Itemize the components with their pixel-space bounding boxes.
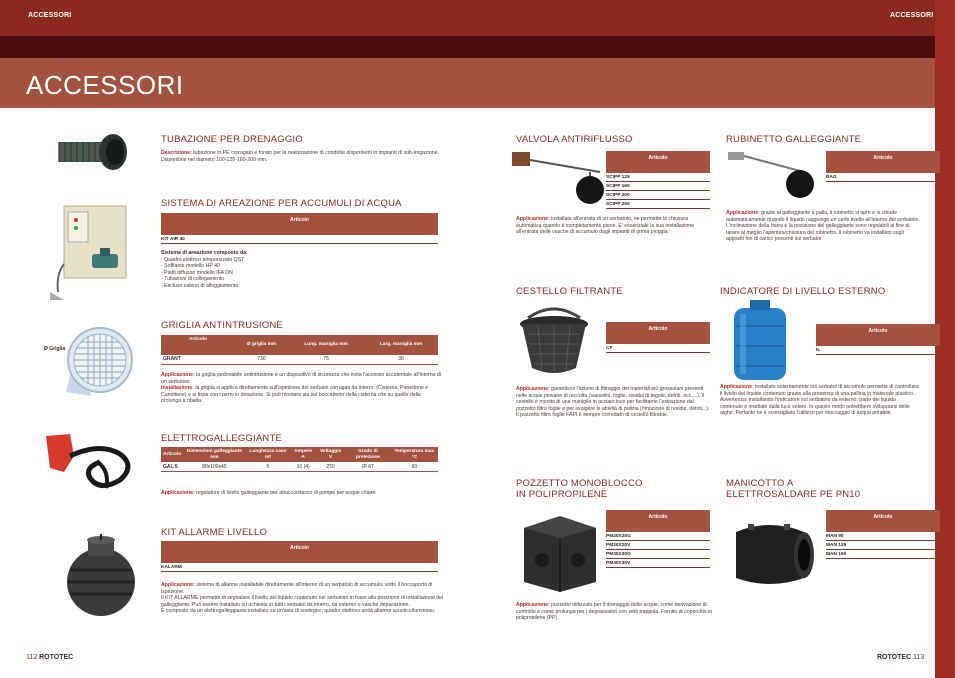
brand-right: ROTOTEC: [877, 654, 912, 661]
header-right-label: ACCESSORI: [890, 12, 934, 19]
elettro-col-header: Lunghezza cavo mt: [246, 447, 291, 462]
griglia-inst-label: Installazione:: [161, 385, 194, 392]
electrofusion-coupler-image: [726, 512, 816, 592]
table-row: [161, 462, 438, 472]
allarme-line: È composto da un elettrogalleggiante installato su un'asta di sostegno; quadro elettrico unità allarme acustico/luminoso.: [161, 608, 436, 615]
cestello-application: [516, 386, 711, 419]
elettro-col-header: Articolo: [161, 447, 183, 462]
elettro-app-label: Applicazione:: [161, 490, 195, 496]
pozzetto-code: PM20X20G: [606, 532, 710, 541]
manicotto-title: [726, 478, 860, 500]
elettro-app-text: regolatore di livello galleggiante per attacco/stacco di pompe per acque chiare.: [194, 490, 377, 496]
manicotto-code: MAN 125: [826, 541, 940, 550]
float-valve-image: [726, 150, 822, 202]
areazione-item: - Soffiante modello HP 40: [161, 263, 220, 270]
elettro-col-header: Dimensioni galleggiante mm: [183, 447, 245, 462]
pozzetto-title-line1: POZZETTO MONOBLOCCO: [516, 478, 643, 489]
allarme-table: [161, 541, 438, 572]
griglia-cell: GRANT: [161, 355, 235, 365]
elettro-cell: GAL 5: [161, 462, 183, 472]
rubinetto-app-label: Applicazione:: [726, 210, 760, 216]
page-number-left: 112: [26, 654, 38, 661]
allarme-code: KALARM: [161, 563, 438, 572]
valvola-code: SCIPP 200: [606, 191, 710, 200]
areazione-item: - Piatti diffusori modello IFA DN: [161, 269, 233, 276]
pozzetto-app-text: pozzetto utilizzato per il drenaggio delle acque, come derivazione di controllo e come prolunga per i degrassatori con setti trappola. Fornito di coperchio in polipropilene (PP).: [516, 602, 713, 622]
indicatore-code: IL: [816, 346, 940, 355]
areazione-composition: [161, 250, 441, 290]
table-row: [161, 355, 438, 365]
griglia-title: GRIGLIA ANTINTRUSIONE: [161, 320, 283, 331]
indicatore-table: [816, 324, 940, 355]
areazione-item: - Quadro elettrico temporizzato QST: [161, 256, 245, 263]
manicotto-title-line2: ELETTROSALDARE PE PN10: [726, 489, 861, 500]
footer-right: [877, 654, 924, 661]
header-left-label: ACCESSORI: [28, 12, 72, 19]
alarm-kit-image: [62, 534, 140, 620]
griglia-cell: 30: [364, 355, 438, 365]
allarme-app-label: Applicazione:: [161, 582, 195, 588]
allarme-table-header: Articolo: [161, 541, 438, 563]
valvola-table-header: Articolo: [606, 151, 710, 173]
griglia-inst-text: la griglia si applica direttamente sull'ispezione dei serbatoi corrugati da interro, (Cisterna, Panettone e Canottiere) e si fissa con i perni in dotazione. Si può montare sia sul boccaporto della cisterna che su quello della prolunga a ribalta.: [161, 385, 429, 405]
rubinetto-app-text: grazie al galleggiante a palla, il rubinetto si apre e si chiude automaticamente quando il liquido raggiunge un certo livello all'interno del serbatoio. L'inclinazione della barra e la posizione del galleggiante sono regolabili al fine di tarare al meglio l'apertura/chiusura del rubinetto. Il rubinetto va installato sugli appositi fori di carico presenti sui serbatoi.: [726, 210, 920, 243]
top-bar: [0, 0, 935, 36]
valvola-app-label: Applicazione:: [516, 216, 550, 222]
rubinetto-code: RAG: [826, 173, 940, 182]
tubazione-title: TUBAZIONE PER DRENAGGIO: [161, 134, 303, 145]
tubazione-desc-text: tubazione in PE corrugato e forato per la realizzazione di condotte disperdenti in impianti di sub-irrigazione. Disponibile nei diametri 100-125-160-200 mm.: [161, 150, 439, 163]
dark-band: [0, 36, 935, 58]
indicatore-warning: Avvertenza: installando l'indicatore sul serbatoio da esterno, parte del liquido contenuto è irradiato dalla luce solare. In questo modo potrebbero svilupparsi delle alghe. Pertanto ne è sconsigliato l'utilizzo per stoccaggio di acqua potabile.: [720, 397, 910, 417]
allarme-line: Il KIT ALLARME permette di segnalare il livello del liquido contenuto nel serbatoio in base alla posizione di installazione del galleggiante. Può essere installato su richiesta in tutti i serbatoi da interro, da esterno o vasche depurazione.: [161, 595, 444, 608]
areazione-item: - Escluso cabina di alloggiamento: [161, 282, 239, 289]
allarme-application: [161, 582, 446, 615]
griglia-application: [161, 372, 441, 405]
drain-box-image: [520, 512, 600, 594]
tubazione-description: [161, 150, 441, 163]
valvola-application: [516, 216, 711, 236]
griglia-app-label: Applicazione:: [161, 372, 195, 378]
griglia-col-header: Lung. maniglia mm: [288, 335, 364, 355]
griglia-app-text: la griglia pedonabile antintrusione è un dispositivo di sicurezza che evita l'accesso accidentale all'interno di un serbatoio.: [161, 372, 441, 385]
pozzetto-table: [606, 510, 710, 568]
elettro-col-header: Grado di protezione: [345, 447, 391, 462]
pozzetto-table-header: Articolo: [606, 510, 710, 532]
elettro-cell: 10 (4): [290, 462, 316, 472]
cestello-code: CF: [606, 344, 710, 353]
elettro-cell: 5: [246, 462, 291, 472]
pozzetto-application: [516, 602, 716, 622]
drainage-pipe-image: [55, 130, 135, 172]
valvola-table: [606, 151, 710, 209]
pozzetto-title: [516, 478, 643, 500]
cestello-table: [606, 322, 710, 353]
rubinetto-table: [826, 151, 940, 182]
indicatore-table-header: Articolo: [816, 324, 940, 346]
griglia-cell: 730: [235, 355, 288, 365]
valvola-app-text: installata all'entrata di un serbatoio, ne permette la chiusura automatica quando è completamente pieno. E' essenziale la sua installazione all'entrata delle vasche di accumulo dagli impianti di prima pioggia.: [516, 216, 695, 236]
valvola-code: SCIPP 250: [606, 200, 710, 209]
indicatore-app-label: Applicazione:: [720, 384, 754, 390]
indicatore-application: [720, 384, 920, 417]
check-valve-image: [510, 150, 610, 208]
elettro-cell: 250: [316, 462, 345, 472]
pozzetto-code: PM30X30G: [606, 550, 710, 559]
title-band: [0, 58, 935, 108]
level-indicator-tank-image: [730, 300, 790, 382]
manicotto-table-header: Articolo: [826, 510, 940, 532]
filter-basket-image: [514, 306, 596, 380]
elettro-col-header: Temperatura max °C: [391, 447, 438, 462]
page-title: ACCESSORI: [26, 70, 184, 100]
elettro-col-header: Ampere A: [290, 447, 316, 462]
areazione-code: KIT AIR 40: [161, 235, 438, 244]
griglia-col-header: Ø griglia mm: [235, 335, 288, 355]
elettro-cell: IP 67: [345, 462, 391, 472]
elettro-cell: 60: [391, 462, 438, 472]
areazione-item: - Tubazioni di collegamento: [161, 276, 225, 283]
manicotto-title-line1: MANICOTTO A: [726, 478, 794, 489]
allarme-app-text: sistema di allarme installabile direttamente all'interno di un serbatoio di accumulo, sotto il boccaporto di ispezione.: [161, 582, 433, 595]
pozzetto-code: PM20X20V: [606, 541, 710, 550]
valvola-code: SCIPP 160: [606, 182, 710, 191]
elettro-col-header: Voltaggio V: [316, 447, 345, 462]
griglia-cell: 75: [288, 355, 364, 365]
areazione-table: [161, 213, 438, 244]
rubinetto-application: [726, 210, 921, 243]
indicatore-app-text: installato esternamente sui serbatoi di accumulo permette di controllare il livello del liquido contenuto grazie alla presenza di una pallina in materiale plastico.: [720, 384, 919, 397]
brand-left: ROTOTEC: [39, 654, 74, 661]
areazione-comp-title: Sistema di areazione composto da:: [161, 250, 248, 256]
elettro-cell: 80x100x40: [183, 462, 245, 472]
cestello-app-text: garantisce l'azione di filtraggio dei materiali più grossolani presenti nelle acque piovane di raccolta (sassolini, foglie, residui di tegole, detriti, ecc....). Il cestello è munito di una maniglia in acciaio inox per facilitarne l'estrazione dal pozzetto filtro foglie e per svolgere le attività di pulizia (rimozione di residui, detriti,..). Il pozzetto filtro foglie FAPI è sempre corredato di cestello filtrante.: [516, 386, 710, 419]
manicotto-code: MAN 160: [826, 550, 940, 559]
indicatore-title: INDICATORE DI LIVELLO ESTERNO: [720, 286, 886, 297]
elettro-application: [161, 490, 451, 497]
grate-image: [62, 326, 138, 398]
cestello-title: CESTELLO FILTRANTE: [516, 286, 623, 297]
valvola-code: SCIPP 125: [606, 173, 710, 182]
elettro-title: ELETTROGALLEGGIANTE: [161, 433, 282, 444]
griglia-col-header: Larg. maniglia mm: [364, 335, 438, 355]
pozzetto-title-line2: IN POLIPROPILENE: [516, 489, 608, 500]
tubazione-desc-label: Descrizione:: [161, 150, 192, 156]
areazione-table-header: Articolo: [161, 213, 438, 235]
cestello-table-header: Articolo: [606, 322, 710, 344]
footer-left: [26, 654, 73, 661]
cestello-app-label: Applicazione:: [516, 386, 550, 392]
manicotto-code: MAN 90: [826, 532, 940, 541]
page-number-right: 113: [913, 654, 925, 661]
float-switch-image: [40, 432, 140, 496]
rubinetto-table-header: Articolo: [826, 151, 940, 173]
valvola-title: VALVOLA ANTIRIFLUSSO: [516, 134, 633, 145]
areazione-title: SISTEMA DI AREAZIONE PER ACCUMULI DI ACQUA: [161, 198, 402, 209]
manicotto-table: [826, 510, 940, 559]
pozzetto-app-label: Applicazione:: [516, 602, 550, 608]
griglia-image-label: Ø Griglia: [44, 346, 66, 352]
allarme-title: KIT ALLARME LIVELLO: [161, 527, 268, 538]
pozzetto-code: PM30X30V: [606, 559, 710, 568]
rubinetto-title: RUBINETTO GALLEGGIANTE: [726, 134, 862, 145]
elettro-table: [161, 447, 438, 472]
griglia-col-header: Articolo: [161, 335, 235, 355]
aeration-system-image: [50, 204, 140, 300]
griglia-table: [161, 335, 438, 365]
